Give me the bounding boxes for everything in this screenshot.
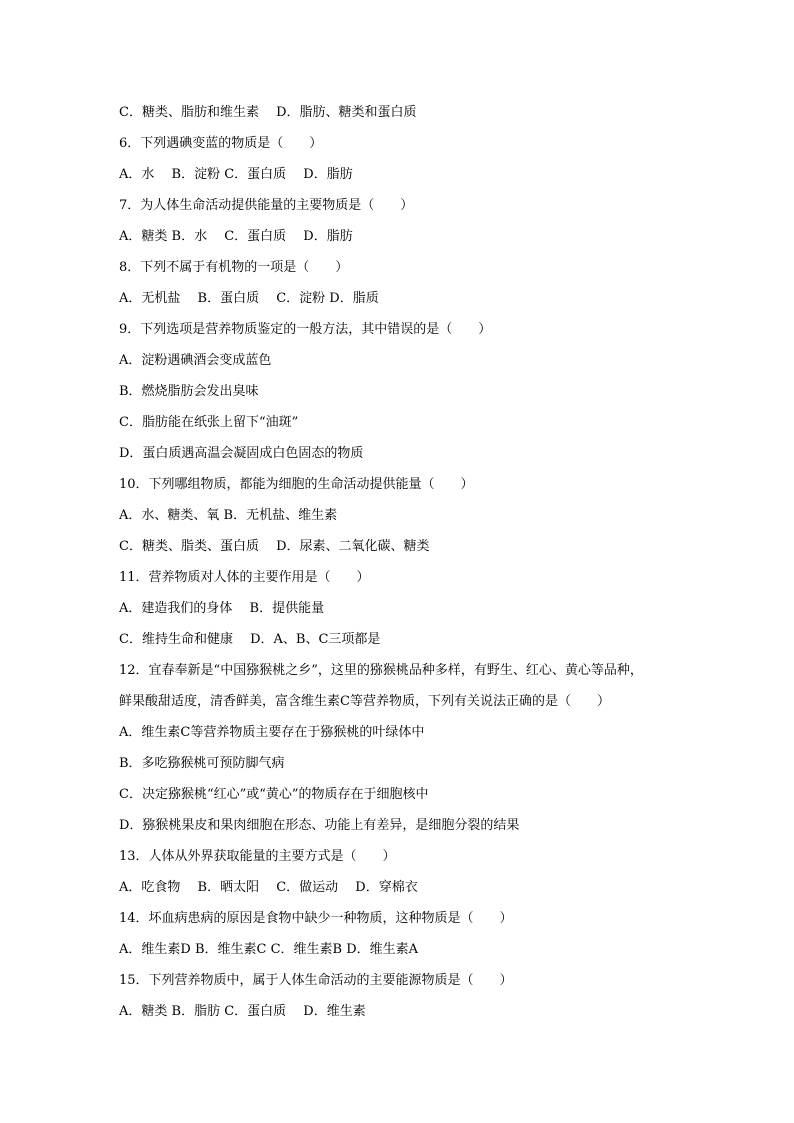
text-line: 7．为人体生命活动提供能量的主要物质是（ ） <box>119 198 414 213</box>
text-line: A．淀粉遇碘酒会变成蓝色 <box>119 353 272 368</box>
text-line: C．糖类、脂肪和维生素 D．脂肪、糖类和蛋白质 <box>119 105 417 120</box>
text-line: A．无机盐 B．蛋白质 C．淀粉 D．脂质 <box>119 291 379 306</box>
text-line: A．吃食物 B．晒太阳 C．做运动 D．穿棉衣 <box>119 880 418 895</box>
text-line: 11．营养物质对人体的主要作用是（ ） <box>119 570 370 585</box>
text-line: B．燃烧脂肪会发出臭味 <box>119 384 259 399</box>
text-line: C．维持生命和健康 D．A、B、C三项都是 <box>119 632 381 647</box>
question-text-block <box>119 103 679 1033</box>
text-line: A．建造我们的身体 B．提供能量 <box>119 601 325 616</box>
text-line: 12．宜春奉新是“中国猕猴桃之乡”，这里的猕猴桃品种多样，有野生、红心、黄心等品种， <box>119 663 643 678</box>
text-line: 9．下列选项是营养物质鉴定的一般方法，其中错误的是（ ） <box>119 322 492 337</box>
text-line: A．维生素C等营养物质主要存在于猕猴桃的叶绿体中 <box>119 725 425 740</box>
text-line: C．糖类、脂类、蛋白质 D．尿素、二氧化碳、糖类 <box>119 539 430 554</box>
text-line: 8．下列不属于有机物的一项是（ ） <box>119 260 349 275</box>
text-line: 6．下列遇碘变蓝的物质是（ ） <box>119 136 323 151</box>
text-line: A．糖类 B．水 C．蛋白质 D．脂肪 <box>119 229 353 244</box>
text-line: C．脂肪能在纸张上留下“油斑” <box>119 415 299 430</box>
text-line: B．多吃猕猴桃可预防脚气病 <box>119 756 285 771</box>
text-line: A．水、糖类、氧 B．无机盐、维生素 <box>119 508 338 523</box>
text-line: 10．下列哪组物质，都能为细胞的生命活动提供能量（ ） <box>119 477 474 492</box>
text-line: A．维生素D B．维生素C C．维生素B D．维生素A <box>119 942 419 957</box>
text-line: C．决定猕猴桃“红心”或“黄心”的物质存在于细胞核中 <box>119 787 429 802</box>
text-line: 鲜果酸甜适度，清香鲜美，富含维生素C等营养物质，下列有关说法正确的是（ ） <box>119 694 610 709</box>
text-line: A．水 B．淀粉 C．蛋白质 D．脂肪 <box>119 167 353 182</box>
text-line: 14．坏血病患病的原因是食物中缺少一种物质，这种物质是（ ） <box>119 911 513 926</box>
text-line: A．糖类 B．脂肪 C．蛋白质 D．维生素 <box>119 1004 366 1019</box>
text-line: D．蛋白质遇高温会凝固成白色固态的物质 <box>119 446 364 461</box>
text-line: D．猕猴桃果皮和果肉细胞在形态、功能上有差异，是细胞分裂的结果 <box>119 818 520 833</box>
text-line: 15．下列营养物质中，属于人体生命活动的主要能源物质是（ ） <box>119 973 513 988</box>
text-line: 13．人体从外界获取能量的主要方式是（ ） <box>119 849 396 864</box>
